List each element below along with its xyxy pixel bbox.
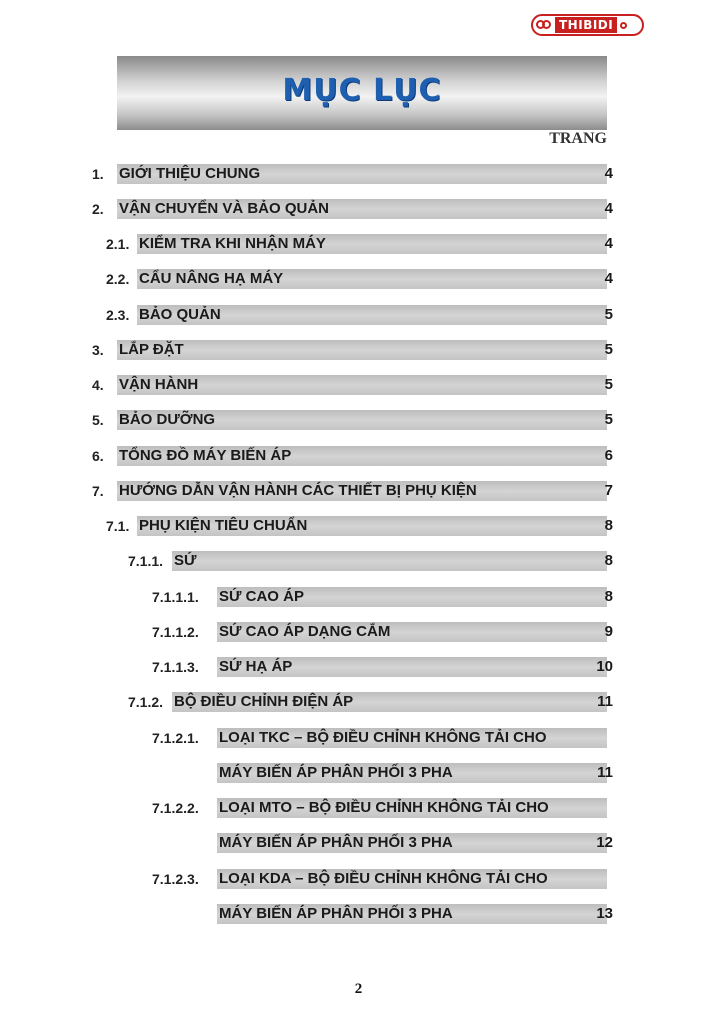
toc-entry-label: HƯỚNG DẪN VẬN HÀNH CÁC THIẾT BỊ PHỤ KIỆN: [119, 482, 477, 499]
toc-entry[interactable]: [0, 443, 717, 469]
toc-entry-page: 4: [604, 270, 613, 287]
logo-rings-icon: [536, 19, 552, 31]
toc-entry-label: BỘ ĐIỀU CHỈNH ĐIỆN ÁP: [174, 693, 354, 710]
toc-entry[interactable]: [0, 337, 717, 363]
company-logo: [531, 14, 644, 36]
toc-entry[interactable]: [0, 760, 717, 786]
toc-entry[interactable]: [0, 266, 717, 292]
toc-entry-label: SỨ CAO ÁP: [219, 588, 304, 605]
toc-entry[interactable]: [0, 161, 717, 187]
page-title: MỤC LỤC: [282, 73, 442, 108]
toc-entry-number: 7.1.1.3.: [152, 659, 199, 675]
toc-entry-page: 10: [596, 658, 613, 675]
toc-entry-number: 2.: [92, 201, 104, 217]
toc-entry-label: MÁY BIẾN ÁP PHÂN PHỐI 3 PHA: [219, 905, 453, 922]
toc-entry-number: 7.1.2.2.: [152, 800, 199, 816]
toc-entry-number: 7.1.2.: [128, 694, 164, 710]
toc-entry-label: LOẠI MTO – BỘ ĐIỀU CHỈNH KHÔNG TẢI CHO: [219, 799, 549, 816]
toc-entry-label: SỨ HẠ ÁP: [219, 658, 293, 675]
toc-entry-number: 7.1.2.3.: [152, 871, 199, 887]
page-column-label: TRANG: [549, 130, 607, 147]
toc-entry-number: 6.: [92, 448, 104, 464]
toc-entry-page: 7: [604, 482, 613, 499]
toc-entry-number: 7.1.1.2.: [152, 624, 199, 640]
toc-entry-number: 5.: [92, 412, 104, 428]
toc-entry-number: 7.1.1.1.: [152, 589, 199, 605]
toc-entry-label: PHỤ KIỆN TIÊU CHUẨN: [139, 517, 308, 534]
toc-entry-page: 8: [604, 517, 613, 534]
toc-entry-number: 7.1.1.: [128, 553, 164, 569]
toc-entry-page: 9: [604, 623, 613, 640]
toc-entry-page: 8: [604, 588, 613, 605]
toc-entry-label: SỨ: [174, 552, 197, 569]
toc-entry[interactable]: [0, 372, 717, 398]
toc-entry-page: 12: [596, 834, 613, 851]
toc-entry[interactable]: [0, 407, 717, 433]
toc-entry-label: SỨ CAO ÁP DẠNG CẮM: [219, 623, 391, 640]
toc-entry-number: 4.: [92, 377, 104, 393]
toc-entry-page: 4: [604, 235, 613, 252]
toc-entry[interactable]: [0, 830, 717, 856]
toc-entry[interactable]: [0, 866, 717, 892]
toc-entry-number: 3.: [92, 342, 104, 358]
toc-entry-page: 5: [604, 411, 613, 428]
toc-entry-number: 7.: [92, 483, 104, 499]
toc-entry[interactable]: [0, 302, 717, 328]
toc-entry-number: 2.3.: [106, 307, 130, 323]
logo-circle-icon: [620, 22, 627, 29]
toc-entry-number: 2.2.: [106, 271, 130, 287]
toc-entry-label: LOẠI KDA – BỘ ĐIỀU CHỈNH KHÔNG TẢI CHO: [219, 870, 548, 887]
toc-entry-number: 1.: [92, 166, 104, 182]
toc-entry[interactable]: [0, 513, 717, 539]
toc-entry-label: TỔNG ĐỒ MÁY BIẾN ÁP: [119, 447, 292, 464]
toc-entry-page: 11: [597, 693, 613, 710]
toc-entry[interactable]: [0, 725, 717, 751]
toc-entry[interactable]: [0, 901, 717, 927]
toc-entry-page: 6: [604, 447, 613, 464]
toc-entry-label: KIỂM TRA KHI NHẬN MÁY: [139, 235, 326, 252]
toc-entry-number: 7.1.: [106, 518, 130, 534]
toc-entry-page: 11: [597, 764, 613, 781]
logo-text: THIBIDI: [555, 17, 617, 33]
toc-entry[interactable]: [0, 619, 717, 645]
toc-entry-label: LOẠI TKC – BỘ ĐIỀU CHỈNH KHÔNG TẢI CHO: [219, 729, 547, 746]
toc-entry-page: 4: [604, 165, 613, 182]
toc-entry-label: BẢO QUẢN: [139, 306, 221, 323]
toc-entry[interactable]: [0, 795, 717, 821]
toc-entry-number: 2.1.: [106, 236, 130, 252]
toc-entry-number: 7.1.2.1.: [152, 730, 199, 746]
toc-entry[interactable]: [0, 689, 717, 715]
toc-entry[interactable]: [0, 478, 717, 504]
toc-entry-page: 8: [604, 552, 613, 569]
toc-entry-page: 5: [604, 341, 613, 358]
toc-entry-page: 5: [604, 376, 613, 393]
toc-entry-highlight: [172, 551, 607, 571]
toc-entry-label: LẮP ĐẶT: [119, 341, 184, 358]
toc-entry-label: GIỚI THIỆU CHUNG: [119, 165, 261, 182]
toc-entry-label: MÁY BIẾN ÁP PHÂN PHỐI 3 PHA: [219, 834, 453, 851]
toc-entry-label: CẨU NÂNG HẠ MÁY: [139, 270, 284, 287]
toc-entry-label: MÁY BIẾN ÁP PHÂN PHỐI 3 PHA: [219, 764, 453, 781]
toc-entry[interactable]: [0, 231, 717, 257]
toc-entry-page: 13: [596, 905, 613, 922]
toc-entry[interactable]: [0, 654, 717, 680]
toc-entry-page: 4: [604, 200, 613, 217]
page-number: 2: [354, 981, 363, 997]
toc-entry[interactable]: [0, 548, 717, 574]
toc-entry-page: 5: [604, 306, 613, 323]
toc-entry-label: VẬN CHUYỂN VÀ BẢO QUẢN: [119, 200, 330, 217]
toc-entry[interactable]: [0, 196, 717, 222]
toc-entry-highlight: [117, 340, 607, 360]
toc-entry-label: VẬN HÀNH: [119, 376, 199, 393]
toc-entry-label: BẢO DƯỠNG: [119, 411, 216, 428]
toc-entry[interactable]: [0, 584, 717, 610]
